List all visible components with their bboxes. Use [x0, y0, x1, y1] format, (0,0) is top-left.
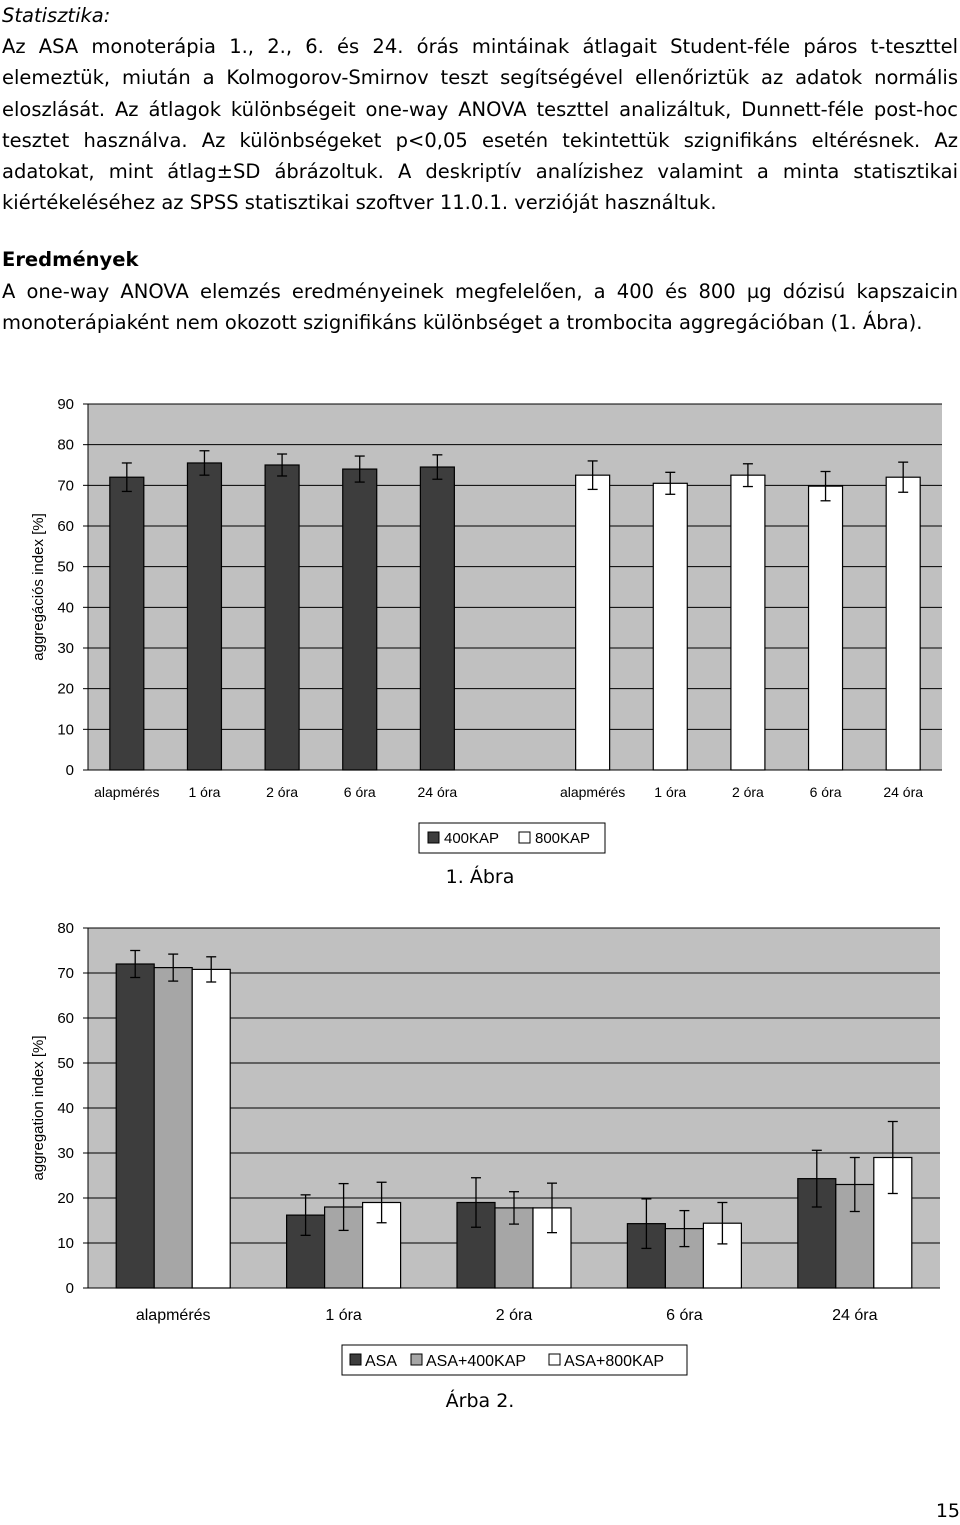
chart1-y-tick-label: 0	[65, 762, 74, 779]
chart1-400kap-bar	[110, 477, 144, 770]
chart2-y-tick-label: 20	[57, 1190, 74, 1207]
chart2-x-tick-label: 6 óra	[666, 1307, 703, 1324]
chart2-x-tick-label: 2 óra	[495, 1307, 533, 1324]
chart1-x-tick-label: 2 óra	[731, 784, 764, 800]
page-number: 15	[935, 1500, 960, 1522]
chart1-legend-label: 400KAP	[444, 830, 500, 847]
chart1-x-tick-label: 1 óra	[188, 784, 221, 800]
chart1-x-tick-label: 24 óra	[883, 784, 924, 800]
chart2-legend-label: ASA	[365, 1353, 398, 1370]
chart1-800kap-bar	[576, 475, 610, 770]
chart1-legend-label: 800KAP	[535, 830, 591, 847]
statistics-heading: Statisztika:	[2, 4, 111, 27]
chart1-y-tick-label: 20	[57, 680, 74, 698]
chart2-legend-label: ASA+400KAP	[426, 1353, 527, 1370]
chart2-y-axis-label: aggregation index [%]	[30, 1035, 47, 1181]
chart2-series-3-bar	[192, 969, 230, 1288]
chart1-x-tick-label: 6 óra	[809, 784, 842, 800]
figure-2-caption: Árba 2.	[445, 1390, 515, 1412]
chart2-legend-swatch	[549, 1354, 560, 1365]
chart2-x-tick-label: 1 óra	[325, 1307, 362, 1324]
chart2-series-2-bar	[154, 968, 192, 1288]
chart1-y-tick-label: 60	[57, 518, 74, 535]
figure-1-caption: 1. Ábra	[445, 866, 515, 888]
chart2-x-tick-label: 24 óra	[832, 1307, 878, 1324]
chart1-x-tick-label: alapmérés	[94, 784, 160, 800]
chart1-400kap-bar	[420, 467, 454, 770]
chart2-y-tick-label: 10	[57, 1235, 74, 1252]
chart2-y-tick-label: 80	[57, 920, 74, 937]
chart2-y-tick-label: 30	[57, 1145, 74, 1162]
chart1-y-tick-label: 80	[57, 436, 74, 454]
results-heading: Eredmények	[2, 248, 139, 271]
chart1-400kap-bar	[265, 465, 299, 770]
chart1-400kap-bar	[343, 469, 377, 770]
chart1-y-axis-label: aggregációs index [%]	[30, 513, 47, 661]
chart1-legend-swatch	[519, 832, 530, 843]
chart1-y-tick-label: 70	[57, 477, 74, 495]
chart2-legend-swatch	[350, 1354, 361, 1365]
chart1-y-tick-label: 50	[57, 558, 74, 576]
chart1-y-tick-label: 10	[57, 721, 74, 739]
chart2-x-tick-label: alapmérés	[135, 1307, 211, 1324]
chart1-400kap-bar	[187, 463, 221, 770]
statistics-paragraph: Az ASA monoterápia 1., 2., 6. és 24. órás mintáinak átlagait Student-féle páros t-teszttel elemeztük, miután a Kolmogorov-Smirnov teszt segítségével ellenőriztük az adatok normális eloszlását. Az átlagok különbségeit one-way ANOVA teszttel analizáltuk, Dunnett-féle post-hoc tesztet használva. Az különbségeket p<0,05 esetén tekintettük szignifikáns eltérésnek. Az adatokat, mint átlag±SD ábrázoltuk. A deskriptív analízishez valamint a minta statisztikai kiértékeléséhez az SPSS statisztikai szoftver 11.0.1. verzióját használtuk.	[2, 35, 958, 215]
chart1-800kap-bar	[653, 483, 687, 770]
chart2-legend-swatch	[411, 1354, 422, 1365]
chart2-y-tick-label: 60	[57, 1010, 74, 1027]
chart2-y-tick-label: 0	[65, 1280, 74, 1297]
results-paragraph: A one-way ANOVA elemzés eredményeinek megfelelően, a 400 és 800 µg dózisú kapszaicin monoterápiaként nem okozott szignifikáns különbséget a trombocita aggregációban (1. Ábra).	[2, 280, 958, 335]
chart2-series-1-bar	[116, 964, 154, 1288]
chart1-y-tick-label: 40	[57, 599, 74, 617]
chart1-x-tick-label: 6 óra	[343, 784, 376, 800]
chart1-x-tick-label: alapmérés	[559, 784, 626, 800]
chart2-y-tick-label: 40	[57, 1100, 74, 1117]
chart2-y-tick-label: 50	[57, 1055, 74, 1072]
chart1-x-tick-label: 2 óra	[266, 784, 299, 800]
chart1-y-tick-label: 30	[57, 640, 74, 657]
chart1-legend-swatch	[428, 832, 439, 843]
chart1-x-tick-label: 24 óra	[417, 784, 458, 800]
chart2-y-tick-label: 70	[57, 965, 74, 982]
chart1-800kap-bar	[886, 477, 920, 770]
chart2-legend-label: ASA+800KAP	[564, 1353, 665, 1370]
chart1-800kap-bar	[809, 486, 843, 770]
chart1-x-tick-label: 1 óra	[654, 784, 687, 800]
chart1-y-tick-label: 90	[57, 396, 74, 413]
chart1-800kap-bar	[731, 475, 765, 770]
